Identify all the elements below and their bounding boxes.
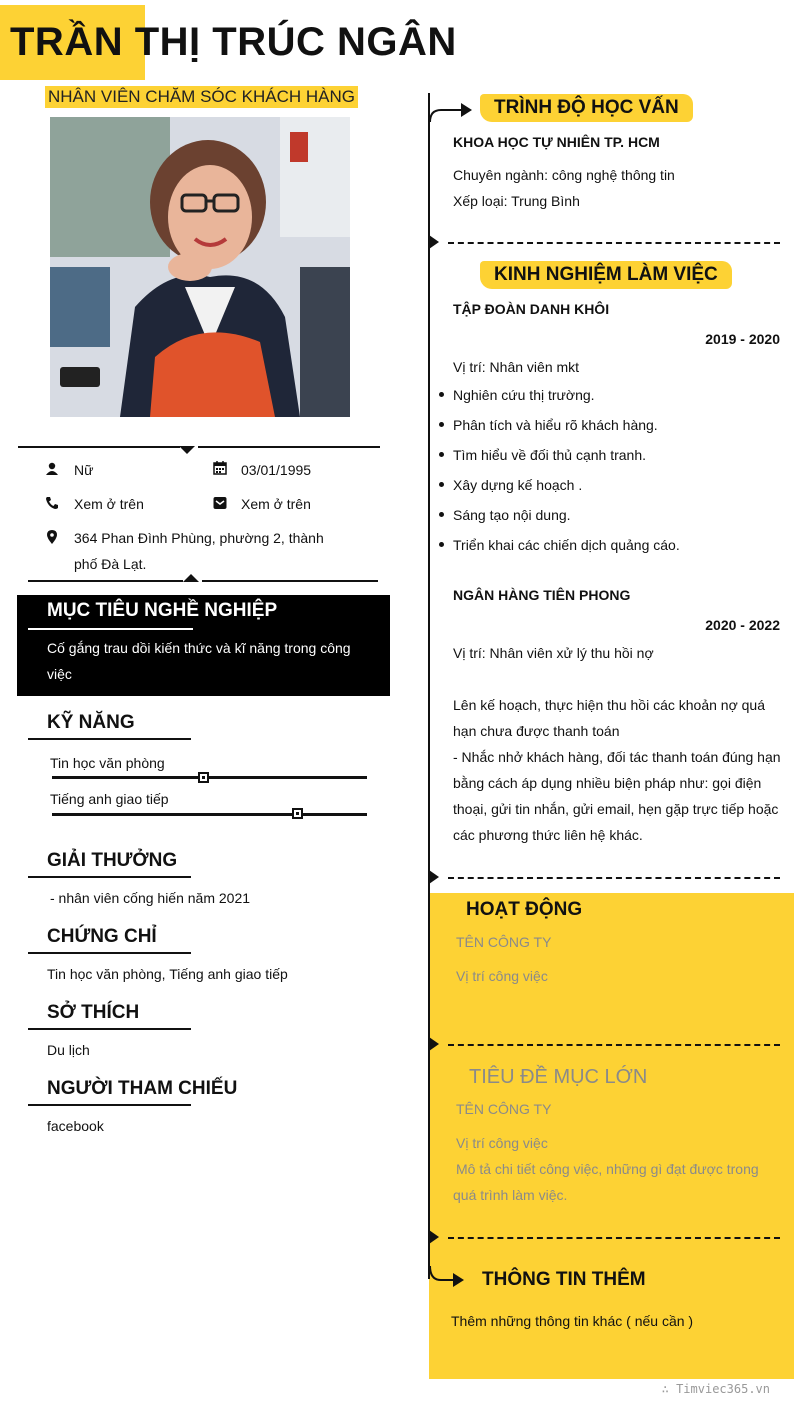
education-major: Chuyên ngành: công nghệ thông tin (453, 167, 675, 183)
contact-bottom-divider-left (28, 580, 183, 582)
candidate-name: TRẦN THỊ TRÚC NGÂN (10, 20, 457, 64)
timeline-marker (429, 1037, 439, 1051)
contact-bottom-divider-arrow (183, 574, 199, 582)
references-text: facebook (47, 1118, 104, 1134)
activities-company: TÊN CÔNG TY (456, 934, 552, 950)
skills-title: KỸ NĂNG (47, 712, 135, 733)
job-company: NGÂN HÀNG TIÊN PHONG (453, 587, 631, 603)
job-company: TẬP ĐOÀN DANH KHÔI (453, 301, 610, 317)
education-title: TRÌNH ĐỘ HỌC VẤN (480, 94, 693, 122)
contact-top-divider-left (18, 446, 180, 448)
job-title: NHÂN VIÊN CHĂM SÓC KHÁCH HÀNG (45, 86, 358, 108)
timeline-arrow-icon (429, 98, 473, 124)
references-title: NGƯỜI THAM CHIẾU (47, 1078, 238, 1099)
skill-label: Tin học văn phòng (50, 755, 165, 771)
timeline-marker (429, 870, 439, 884)
certificates-title: CHỨNG CHỈ (47, 926, 157, 947)
phone-value: Xem ở trên (74, 496, 144, 512)
objective-title: MỤC TIÊU NGHỀ NGHIỆP (47, 600, 278, 621)
awards-title: GIẢI THƯỞNG (47, 850, 178, 871)
skill-bar (52, 813, 367, 816)
list-item: Nghiên cứu thị trường. (453, 380, 783, 410)
big-section-description-line: Mô tả chi tiết công việc, những gì đạt được trong (456, 1161, 759, 1177)
birthday-value: 03/01/1995 (241, 462, 312, 478)
list-item: Xây dựng kế hoạch . (453, 470, 783, 500)
skill-label: Tiếng anh giao tiếp (50, 791, 169, 807)
objective-text: Cố gắng trau dồi kiến thức và kĩ năng trong công việc (47, 640, 351, 682)
certificates-text: Tin học văn phòng, Tiếng anh giao tiếp (47, 966, 288, 982)
address-line-1: 364 Phan Đình Phùng, phường 2, thành (74, 530, 324, 546)
job-responsibilities-list (453, 380, 783, 560)
job-description-line: Lên kế hoạch, thực hiện thu hồi các khoản nợ quá (453, 697, 765, 713)
education-grade: Xếp loại: Trung Bình (453, 193, 580, 209)
skill-level-handle (292, 808, 303, 819)
job-description-line: hạn chưa được thanh toán (453, 723, 620, 739)
contact-top-divider-right (198, 446, 380, 448)
timeline-marker (429, 1230, 439, 1244)
list-item: Sáng tạo nội dung. (453, 500, 783, 530)
phone-icon (45, 496, 59, 510)
section-divider (448, 1044, 780, 1046)
section-divider (448, 1237, 780, 1239)
contact-top-divider-arrow (179, 446, 195, 454)
big-section-company: TÊN CÔNG TY (456, 1101, 552, 1117)
skill-bar (52, 776, 367, 779)
timeline-line (428, 93, 430, 1279)
skill-level-handle (198, 772, 209, 783)
awards-underline (28, 876, 191, 878)
job-period: 2020 - 2022 (705, 617, 780, 633)
section-divider (448, 242, 780, 244)
timeline-arrow-icon (429, 1266, 465, 1290)
list-item: Triển khai các chiến dịch quảng cáo. (453, 530, 783, 560)
additional-info-text: Thêm những thông tin khác ( nếu cần ) (451, 1313, 694, 1329)
hobbies-underline (28, 1028, 191, 1030)
job-description (453, 692, 781, 848)
job-position: Vị trí: Nhân viên mkt (453, 359, 580, 375)
activities-position: Vị trí công việc (456, 968, 548, 984)
awards-text: - nhân viên cống hiến năm 2021 (50, 890, 251, 906)
job-description-line: - Nhắc nhở khách hàng, đối tác thanh toán đúng hạn (453, 749, 781, 765)
list-item: Tìm hiểu về đối thủ cạnh tranh. (453, 440, 783, 470)
job-description-line: bằng cách áp dụng nhiều biện pháp như: gọi điện (453, 775, 762, 791)
address-line-2: phố Đà Lạt. (74, 556, 147, 572)
references-underline (28, 1104, 191, 1106)
additional-info-title: THÔNG TIN THÊM (482, 1269, 646, 1290)
big-section-position: Vị trí công việc (456, 1135, 548, 1151)
profile-photo (50, 117, 350, 417)
calendar-icon (213, 461, 227, 475)
watermark: ∴ Timviec365.vn (661, 1382, 770, 1396)
hobbies-text: Du lịch (47, 1042, 90, 1058)
contact-bottom-divider-right (202, 580, 378, 582)
objective-underline (28, 628, 193, 630)
envelope-icon (213, 496, 227, 510)
activities-title: HOẠT ĐỘNG (466, 899, 583, 920)
job-description-line: các phương thức liên hệ khác. (453, 827, 643, 843)
skills-underline (28, 738, 191, 740)
certificates-underline (28, 952, 191, 954)
user-icon (45, 462, 59, 476)
timeline-marker (429, 235, 439, 249)
email-value: Xem ở trên (241, 496, 311, 512)
profile-photo-illustration (50, 117, 350, 417)
job-position: Vị trí: Nhân viên xử lý thu hồi nợ (453, 645, 654, 661)
education-school: KHOA HỌC TỰ NHIÊN TP. HCM (453, 134, 660, 150)
big-section-description-line: quá trình làm việc. (453, 1187, 568, 1203)
address-value (74, 525, 344, 577)
gender-value: Nữ (74, 462, 94, 478)
experience-title: KINH NGHIỆM LÀM VIỆC (480, 261, 732, 289)
hobbies-title: SỞ THÍCH (47, 1002, 140, 1023)
job-period: 2019 - 2020 (705, 331, 780, 347)
map-pin-icon (45, 530, 59, 544)
job-description-line: thoại, gửi tin nhắn, gửi email, hẹn gặp trực tiếp hoặc (453, 801, 779, 817)
section-divider (448, 877, 780, 879)
big-section-description (453, 1156, 781, 1208)
big-section-title: TIÊU ĐỀ MỤC LỚN (469, 1066, 648, 1088)
list-item: Phân tích và hiểu rõ khách hàng. (453, 410, 783, 440)
